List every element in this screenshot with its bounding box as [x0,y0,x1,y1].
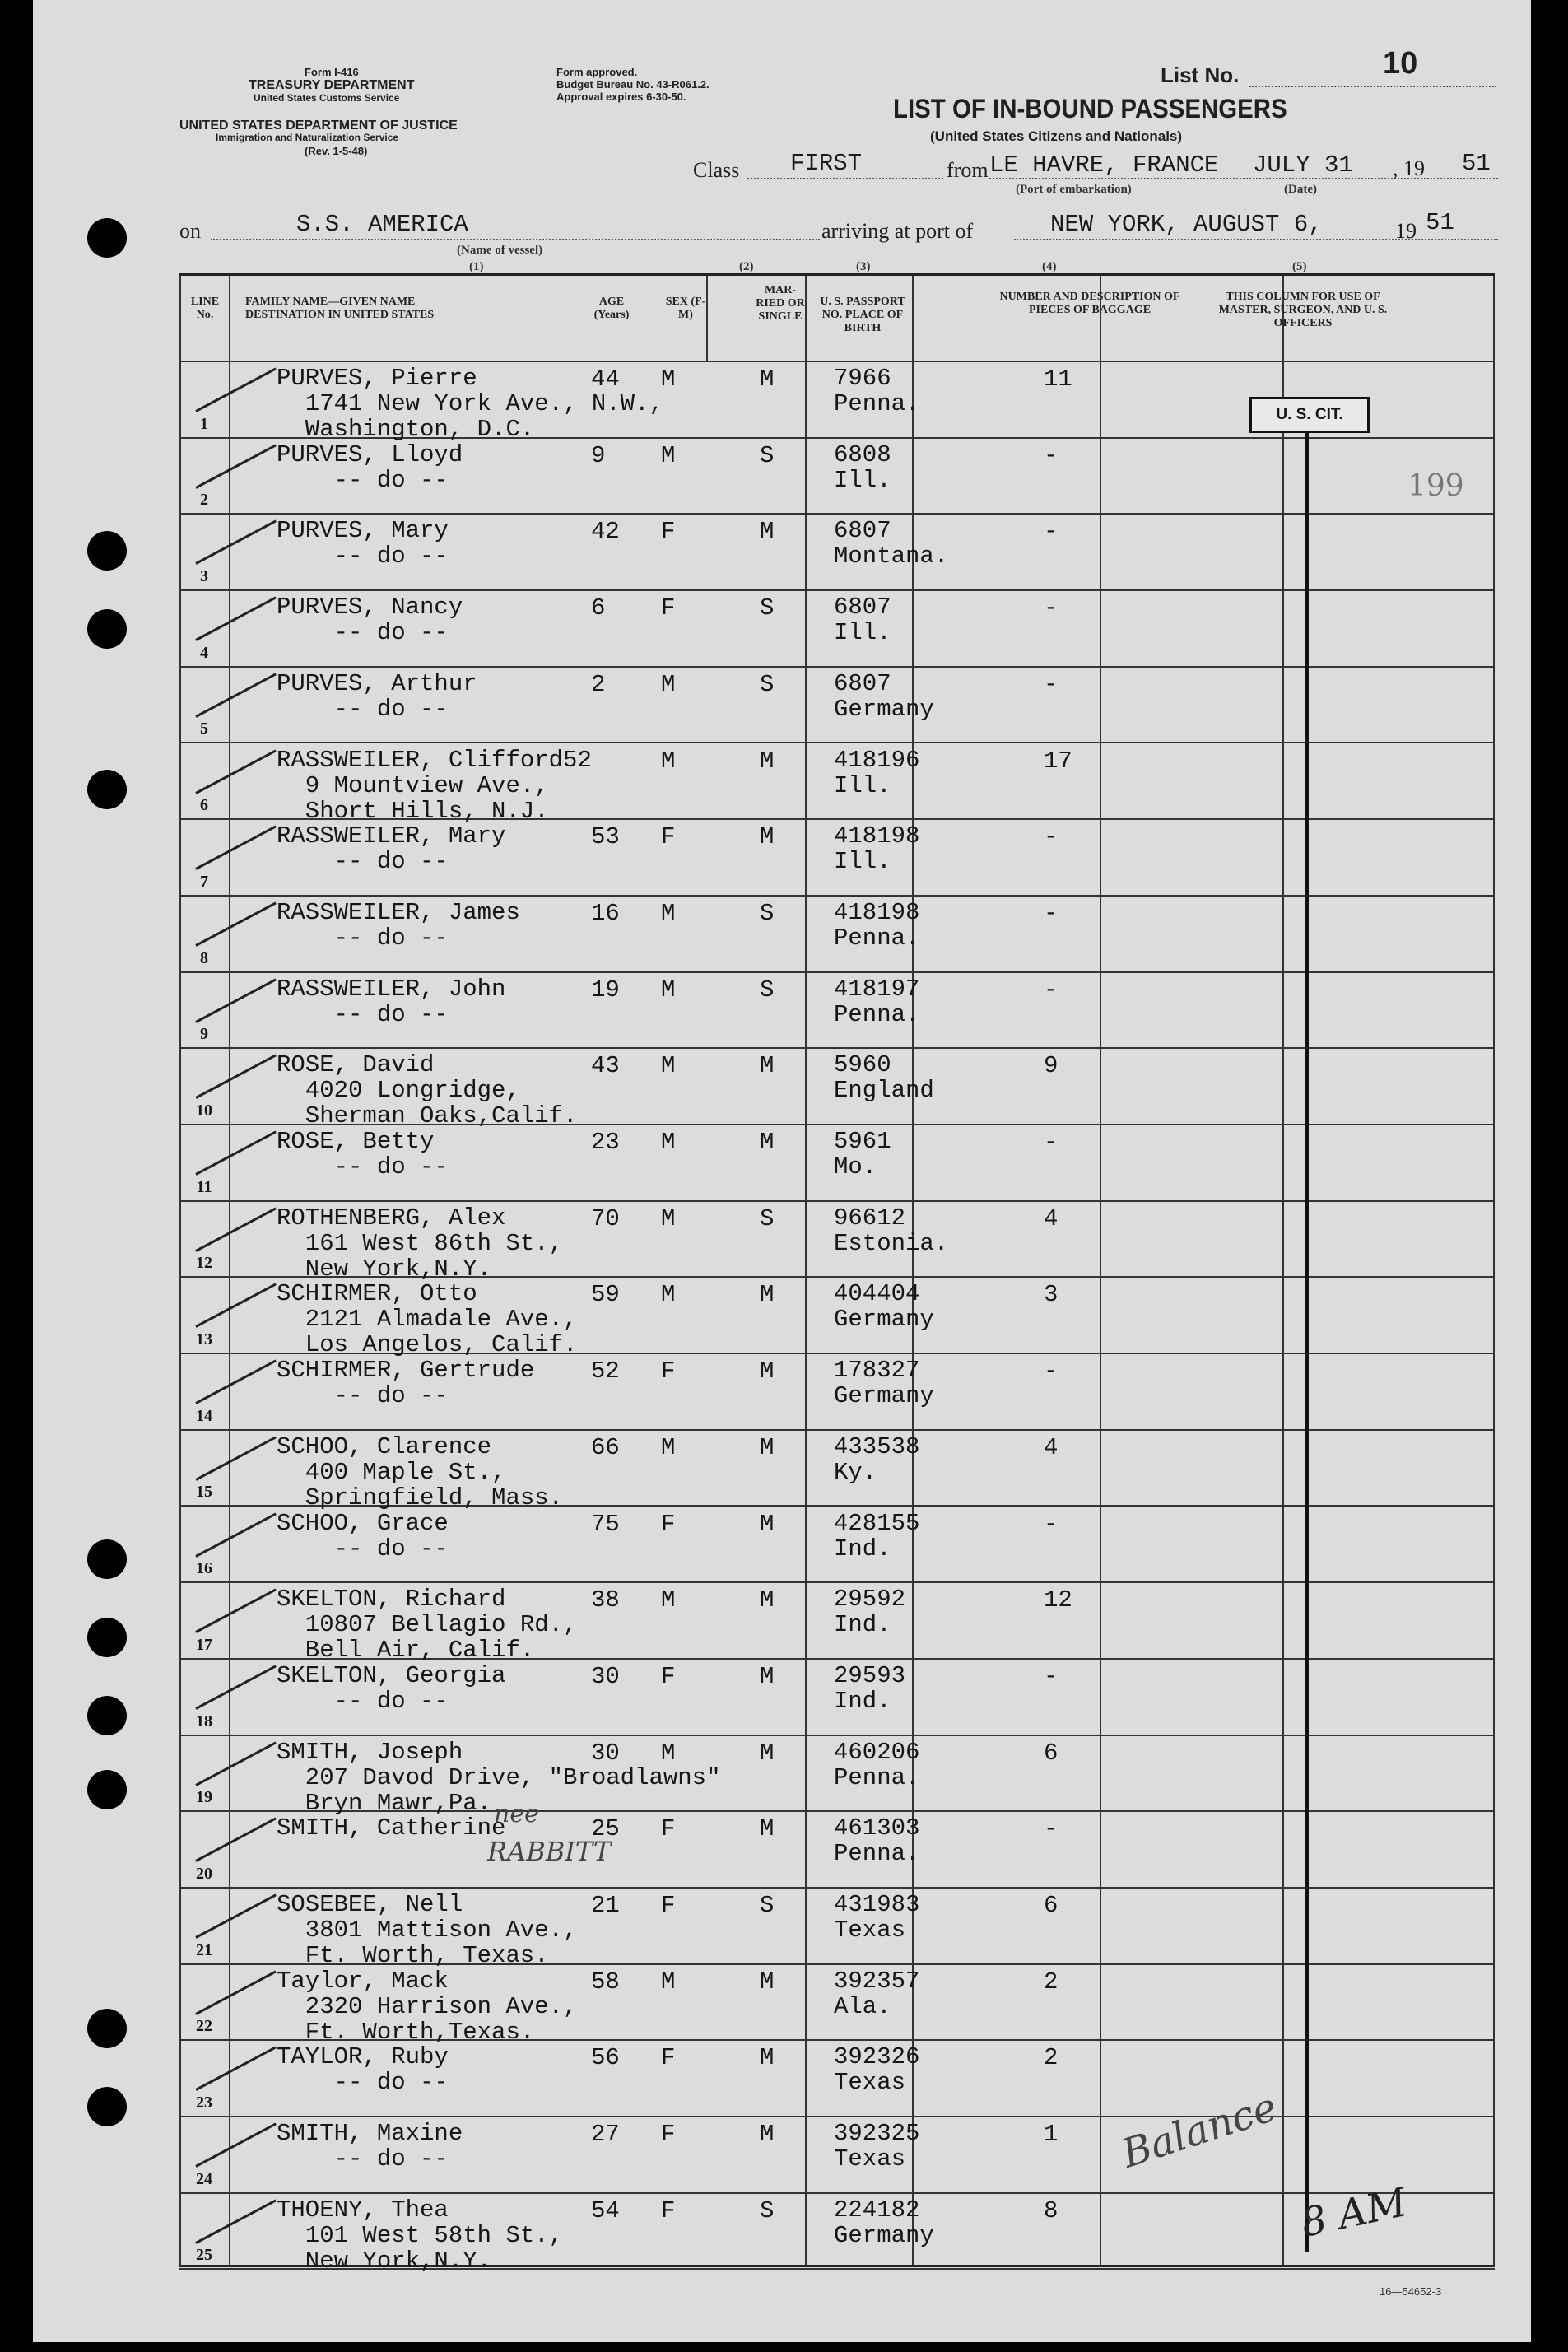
passport-birthplace: 418197 Penna. [834,975,920,1028]
passenger-age: 27 [591,2121,620,2149]
marital-status: M [760,1739,775,1767]
baggage-count: 17 [1044,747,1072,775]
table-row [179,668,1495,744]
passenger-age: 43 [591,1052,620,1080]
line-number: 17 [196,1635,212,1654]
page-number-stamp: 199 [1407,469,1464,503]
passport-birthplace: 460206 Penna. [834,1738,920,1791]
from-label: from [947,158,989,182]
check-mark [195,2199,277,2243]
col-number: (5) [1292,260,1307,273]
passenger-age: 75 [591,1510,620,1538]
passenger-sex: M [661,670,676,698]
check-mark [195,2047,277,2091]
line-number: 16 [196,1559,212,1578]
baggage-count: - [1044,1662,1059,1690]
check-mark [195,1589,277,1633]
handwritten-rabbitt: RABBITT [487,1836,612,1867]
arrival-port: NEW YORK, AUGUST 6, [1050,211,1323,238]
table-row [179,1202,1495,1283]
passenger-name-address: PURVES, Lloyd -- do -- [277,440,463,494]
passenger-name-address: SCHOO, Clarence 400 Maple St., Springfield, Mass. [277,1432,564,1511]
baggage-count: 11 [1044,366,1072,393]
baggage-count: 9 [1044,1052,1059,1080]
marital-status: S [760,976,775,1004]
passport-birthplace: 418198 Ill. [834,822,920,876]
line-number: 5 [200,720,208,738]
passenger-name-address: SMITH, Joseph 207 Davod Drive, "Broadlawns" Bryn Mawr,Pa. [277,1738,721,1817]
table-row [179,2117,1495,2194]
table-row [179,1583,1495,1665]
passenger-age: 54 [591,2196,620,2224]
check-mark [195,1741,277,1786]
passenger-table [179,273,1495,2275]
passenger-name-address: SKELTON, Richard 10807 Bellagio Rd., Bell Air, Calif. [277,1586,578,1665]
marital-status: M [760,1510,775,1538]
line-number: 19 [196,1788,212,1807]
vessel-name: S.S. AMERICA [296,211,468,238]
passenger-age: 6 [591,594,606,622]
passenger-age: 66 [591,1433,620,1461]
check-mark [195,444,277,488]
marital-status: S [760,670,775,698]
passenger-name-address: ROTHENBERG, Alex 161 West 86th St., New York,N.Y. [277,1204,564,1283]
arrival-year: 51 [1426,209,1454,236]
line-number: 1 [200,414,208,433]
baggage-count: 1 [1044,2121,1059,2149]
passport-birthplace: 6808 Ill. [834,440,891,494]
col-header-baggage: NUMBER AND DESCRIPTION OF PIECES OF BAGGAGE [999,291,1180,316]
passenger-name-address: SOSEBEE, Nell 3801 Mattison Ave., Ft. Worth, Texas. [277,1891,578,1969]
approval-line: Form approved. [556,66,638,78]
passenger-name-address: SCHIRMER, Otto 2121 Almadale Ave., Los Angelos, Calif. [277,1280,578,1359]
check-mark [195,1131,277,1176]
check-mark [195,673,277,717]
check-mark [195,1207,277,1251]
baggage-count: - [1044,670,1059,698]
us-citizen-stamp: U. S. CIT. [1249,397,1370,433]
passenger-sex: M [661,1586,676,1614]
table-row [179,2041,1495,2117]
baggage-count: - [1044,1510,1059,1538]
form-number: Form I-416 [305,66,359,78]
passenger-name-address: PURVES, Pierre 1741 New York Ave., N.W., Washington, D.C. [277,365,663,443]
passenger-age: 25 [591,1815,620,1843]
line-number: 25 [196,2246,212,2265]
vessel-caption: (Name of vessel) [457,244,543,257]
passenger-age: 9 [591,441,606,469]
marital-status: S [760,1204,775,1232]
baggage-count: - [1044,976,1059,1004]
check-mark [195,978,277,1022]
marital-status: M [760,747,775,775]
marital-status: S [760,594,775,622]
passenger-sex: F [661,594,676,622]
passport-birthplace: 392357 Ala. [834,1967,920,2020]
table-row [179,744,1495,825]
embarkation-port: LE HAVRE, FRANCE [989,151,1219,179]
col-header-line: LINE No. [190,296,220,321]
page-title: LIST OF IN-BOUND PASSENGERS [893,94,1287,123]
punch-hole [87,2087,127,2126]
passenger-age: 16 [591,899,620,927]
baggage-count: 4 [1044,1433,1059,1461]
punch-hole [87,609,127,649]
port-caption: (Port of embarkation) [1016,183,1132,196]
passport-birthplace: 418196 Ill. [834,746,920,799]
list-no-label: List No. [1161,63,1240,87]
line-number: 18 [196,1712,212,1730]
marital-status: M [760,518,775,546]
table-row [179,1278,1495,1359]
line-number: 14 [196,1406,212,1425]
passport-birthplace: 7966 Penna. [834,365,920,417]
passenger-sex: F [661,2196,676,2224]
passenger-sex: F [661,2121,676,2149]
line-number: 15 [196,1483,212,1502]
passport-birthplace: 6807 Montana. [834,517,949,571]
passenger-sex: M [661,1281,676,1309]
passenger-sex: F [661,2044,676,2072]
marital-status: M [760,1281,775,1309]
passport-birthplace: 461303 Penna. [834,1814,920,1868]
line-number: 13 [196,1330,212,1349]
punch-hole [87,1696,127,1735]
passenger-sex: F [661,1662,676,1690]
check-mark [195,901,277,946]
passenger-age: 70 [591,1204,620,1232]
passport-birthplace: 428155 Ind. [834,1509,920,1563]
punch-hole [87,218,127,258]
line-number: 23 [196,2094,212,2112]
marital-status: M [760,1358,775,1386]
passenger-age: 53 [591,823,620,851]
passenger-name-address: RASSWEILER, John -- do -- [277,975,506,1028]
passenger-name-address: SMITH, Maxine -- do -- [277,2120,463,2173]
passenger-sex: M [661,899,676,927]
passenger-sex: M [661,1052,676,1080]
table-row [179,1889,1495,1969]
line-number: 8 [200,948,208,967]
line-number: 7 [200,872,208,891]
passport-birthplace: 6807 Ill. [834,594,891,647]
handwritten-time: 8 AM [1296,2179,1412,2247]
baggage-count: 8 [1044,2196,1059,2224]
baggage-count: - [1044,1815,1059,1843]
passenger-sex: M [661,1433,676,1461]
passenger-name-address: SMITH, Catherine [277,1814,506,1842]
marital-status: M [760,823,775,851]
check-mark [195,368,277,412]
line-number: 2 [200,491,208,510]
passenger-sex: F [661,1815,676,1843]
line-number: 21 [196,1940,212,1959]
passenger-sex: F [661,518,676,546]
line-number: 4 [200,643,208,662]
check-mark [195,826,277,870]
customs-service: United States Customs Service [254,92,400,104]
table-row [179,1125,1495,1202]
passenger-name-address: ROSE, David 4020 Longridge, Sherman Oaks,Calif. [277,1051,578,1130]
table-row [179,897,1495,973]
col-header-passport: U. S. PASSPORT NO. PLACE OF BIRTH [820,296,905,334]
marital-status: M [760,1662,775,1690]
check-mark [195,1283,277,1328]
passenger-name-address: SCHIRMER, Gertrude -- do -- [277,1357,535,1410]
embarkation-year: 51 [1462,150,1491,177]
line-number: 9 [200,1025,208,1044]
treasury-dept: TREASURY DEPARTMENT [249,78,415,92]
manifest-sheet [33,0,1531,2342]
table-row [179,1965,1495,2046]
passport-birthplace: 392326 Texas [834,2043,920,2097]
check-mark [195,1055,277,1099]
check-mark [195,1360,277,1404]
punch-hole [87,1770,127,1809]
passenger-name-address: ROSE, Betty -- do -- [277,1128,449,1181]
col-number: (2) [739,260,754,273]
baggage-count: - [1044,594,1059,622]
approval-line: Approval expires 6-30-50. [556,91,686,103]
marital-status: S [760,441,775,469]
passenger-age: 2 [591,670,606,698]
line-number: 11 [196,1177,212,1196]
table-row [179,1431,1495,1511]
col-header-age: AGE (Years) [593,296,630,321]
passenger-age: 52 [591,1358,620,1386]
check-mark [195,1970,277,2014]
passenger-name-address: RASSWEILER, James -- do -- [277,898,520,952]
check-mark [195,1512,277,1557]
page-subtitle: (United States Citizens and Nationals) [930,128,1183,144]
revision: (Rev. 1-5-48) [305,145,368,157]
passenger-age: 56 [591,2044,620,2072]
check-mark [195,520,277,565]
passenger-sex: M [661,1204,676,1232]
passenger-name-address: SKELTON, Georgia -- do -- [277,1661,506,1715]
marital-status: S [760,1892,775,1919]
passport-birthplace: 5961 Mo. [834,1128,891,1181]
passport-birthplace: 96612 Estonia. [834,1204,949,1257]
col-number: (3) [856,260,871,273]
line-number: 20 [196,1864,212,1883]
passenger-sex: M [661,976,676,1004]
passenger-age: 23 [591,1129,620,1156]
marital-status: M [760,1129,775,1156]
passport-birthplace: 431983 Texas [834,1891,920,1944]
passport-birthplace: 5960 England [834,1051,934,1105]
check-mark [195,1436,277,1480]
table-row [179,515,1495,591]
col-header-married: MAR- RIED OR SINGLE [756,284,805,323]
passenger-sex: F [661,1358,676,1386]
table-row [179,439,1495,515]
passenger-sex: M [661,747,676,775]
passenger-sex: M [661,366,676,393]
passenger-sex: F [661,823,676,851]
punch-hole [87,2009,127,2048]
passport-birthplace: 404404 Germany [834,1280,934,1334]
justice-dept: UNITED STATES DEPARTMENT OF JUSTICE [179,119,458,133]
punch-hole [87,1539,127,1579]
marital-status: S [760,899,775,927]
class-value: FIRST [790,150,863,177]
passenger-name-address: RASSWEILER, Clifford52 9 Mountview Ave., Short Hills, N.J. [277,746,592,825]
line-number: 3 [200,567,208,586]
check-mark [195,2123,277,2168]
baggage-count: - [1044,823,1059,851]
check-mark [195,1818,277,1862]
passenger-name-address: TAYLOR, Ruby -- do -- [277,2043,449,2097]
passenger-age: 59 [591,1281,620,1309]
marital-status: M [760,366,775,393]
table-row [179,1507,1495,1584]
col-number: (1) [469,260,484,273]
punch-hole [87,1618,127,1657]
class-label: Class [693,158,740,182]
stamp-bracket-line [1305,433,1309,2252]
marital-status: M [760,1815,775,1843]
date-caption: (Date) [1284,183,1317,196]
passport-birthplace: 6807 Germany [834,669,934,723]
on-label: on [179,219,201,243]
passenger-sex: M [661,441,676,469]
approval-line: Budget Bureau No. 43-R061.2. [556,78,710,91]
table-row [179,820,1495,897]
arriving-label: arriving at port of [821,219,974,243]
punch-hole [87,531,127,571]
passenger-age: 30 [591,1662,620,1690]
baggage-count: 12 [1044,1586,1072,1614]
baggage-count: - [1044,899,1059,927]
passenger-sex: M [661,1968,676,1996]
passenger-name-address: PURVES, Arthur -- do -- [277,669,477,723]
punch-hole [87,770,127,809]
check-mark [195,749,277,794]
col-number: (4) [1042,260,1057,273]
check-mark [195,1665,277,1709]
passport-birthplace: 418198 Penna. [834,898,920,952]
passenger-sex: F [661,1510,676,1538]
handwritten-balance: Balance [1116,2084,1282,2177]
passenger-age: 30 [591,1739,620,1767]
passenger-age: 19 [591,976,620,1004]
passenger-sex: M [661,1739,676,1767]
baggage-count: 3 [1044,1281,1059,1309]
embarkation-date: JULY 31 [1253,151,1353,179]
table-row [179,1354,1495,1431]
table-row [179,1049,1495,1130]
marital-status: S [760,2196,775,2224]
passport-birthplace: 29592 Ind. [834,1586,906,1639]
line-number: 22 [196,2017,212,2036]
line-number: 24 [196,2169,212,2188]
baggage-count: 4 [1044,1204,1059,1232]
passport-birthplace: 392325 Texas [834,2120,920,2173]
table-row [179,1812,1495,1889]
baggage-count: - [1044,518,1059,546]
marital-status: M [760,1586,775,1614]
line-number: 6 [200,796,208,815]
baggage-count: 2 [1044,2044,1059,2072]
passenger-name-address: THOENY, Thea 101 West 58th St., New York,N.Y. [277,2196,564,2275]
passenger-age: 42 [591,518,620,546]
table-row [179,973,1495,1050]
passenger-sex: M [661,1129,676,1156]
passenger-name-address: PURVES, Nancy -- do -- [277,594,463,647]
footer-code: 16—54652-3 [1380,2285,1442,2298]
line-number: 12 [196,1254,212,1273]
list-number: 10 [1383,46,1418,81]
marital-status: M [760,1052,775,1080]
marital-status: M [760,2044,775,2072]
passport-birthplace: 29593 Ind. [834,1661,906,1715]
ins-service: Immigration and Naturalization Service [216,132,399,143]
passenger-sex: F [661,1892,676,1919]
passport-birthplace: 433538 Ky. [834,1432,920,1486]
arrival-year-prefix: 19 [1395,219,1417,243]
passenger-age: 38 [591,1586,620,1614]
table-row [179,1660,1495,1736]
passport-birthplace: 178327 Germany [834,1357,934,1410]
baggage-count: 6 [1044,1892,1059,1919]
check-mark [195,1894,277,1939]
passenger-name-address: SCHOO, Grace -- do -- [277,1509,449,1563]
passenger-name-address: RASSWEILER, Mary -- do -- [277,822,506,876]
check-mark [195,597,277,641]
table-row [179,591,1495,668]
baggage-count: - [1044,1358,1059,1386]
passenger-name-address: PURVES, Mary -- do -- [277,517,449,571]
line-number: 10 [196,1101,212,1120]
marital-status: M [760,1968,775,1996]
passenger-age: 44 [591,366,620,393]
passenger-name-address: Taylor, Mack 2320 Harrison Ave., Ft. Worth,Texas. [277,1967,578,2046]
passenger-age: 58 [591,1968,620,1996]
handwritten-nee: nee [494,1800,539,1828]
baggage-count: 6 [1044,1739,1059,1767]
col-header-officers: THIS COLUMN FOR USE OF MASTER, SURGEON, AND U. S. OFFICERS [1218,291,1388,329]
marital-status: M [760,1433,775,1461]
baggage-count: 2 [1044,1968,1059,1996]
year-prefix: , 19 [1393,156,1425,180]
marital-status: M [760,2121,775,2149]
column-header-row [179,276,1495,362]
passport-birthplace: 224182 Germany [834,2196,934,2249]
col-header-name: FAMILY NAME—GIVEN NAME DESTINATION IN UNITED STATES [245,296,435,321]
passenger-age: 21 [591,1892,620,1919]
baggage-count: - [1044,441,1059,469]
baggage-count: - [1044,1129,1059,1156]
col-header-sex: SEX (F-M) [665,296,706,321]
